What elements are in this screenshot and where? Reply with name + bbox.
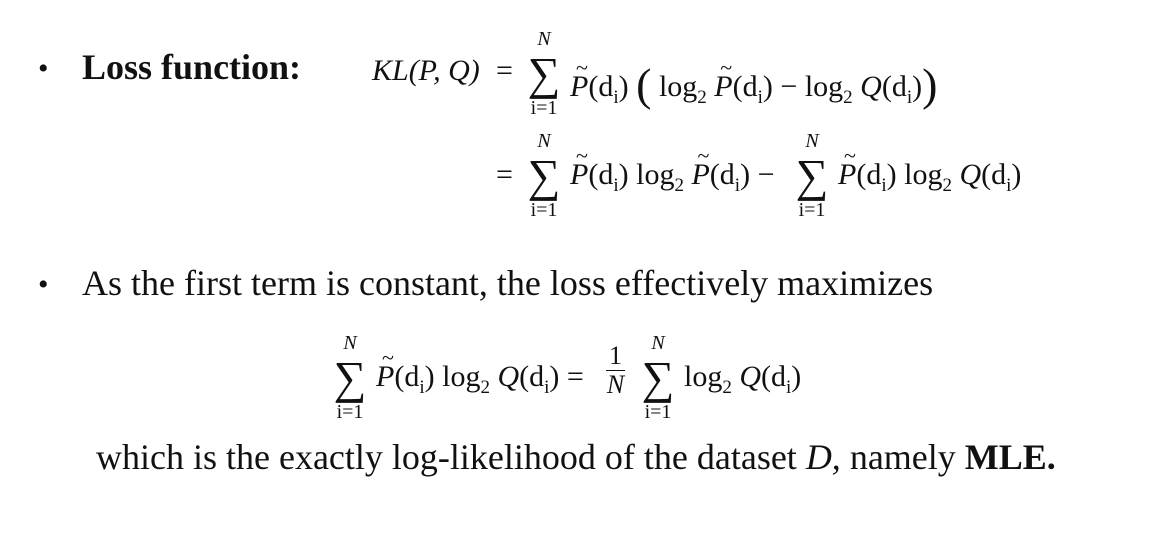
sum-4-upper: N [343,332,357,354]
sum-1-sigma: ∑ [527,48,561,99]
sum-5-lower: i=1 [644,401,672,423]
mle-sentence [96,436,1056,478]
bullet-1: • [38,52,49,85]
eq-sign-1: = [496,54,513,87]
eq3-rhs: $\log_2 Q(d_i)$ [684,360,802,398]
sum-2-upper: N [537,130,551,152]
sum-2 [522,130,566,222]
sum-5 [636,332,680,424]
sum-1-upper: N [537,28,551,50]
sum-5-upper: N [651,332,665,354]
sum-4-sigma: ∑ [333,352,367,403]
dataset-var: D, [805,437,841,477]
constant-term-text: As the first term is constant, the loss effectively maximizes [82,263,934,303]
eq3-lhs: ~ $P(d_i)$ $\log_2 Q(d_i)$ = [376,360,584,394]
mle-text-mid: namely [849,437,956,477]
sum-3 [790,130,834,222]
eq1-term: ~ $P(d_i)$ ( $\log_2$ ~ $P(d_i) - \log_2 Q(d_i)$) [570,54,937,107]
mle-bold: MLE. [964,437,1056,477]
sum-3-sigma: ∑ [795,150,829,201]
sum-4 [328,332,372,424]
eq2-term-a: ~ $P(d_i)$ $\log_2$ ~ $P(d_i)$ − [570,158,774,192]
sum-4-lower: i=1 [336,401,364,423]
sum-1 [522,28,566,120]
kl-lhs: KL(P, Q) [372,54,480,87]
sum-3-lower: i=1 [798,199,826,221]
sum-1-lower: i=1 [530,97,558,119]
eq-sign-2: = [496,158,513,191]
bullet-2: • [38,268,49,301]
one-over-n [606,342,625,399]
loss-function-label: Loss function: [82,47,302,87]
sum-3-upper: N [805,130,819,152]
eq2-term-b: ~ $P(d_i)$ $\log_2 Q(d_i)$ [838,158,1021,192]
sum-2-lower: i=1 [530,199,558,221]
sum-2-sigma: ∑ [527,150,561,201]
frac-numerator: 1 [606,342,625,371]
frac-denominator: N [606,370,625,399]
sum-5-sigma: ∑ [641,352,675,403]
mle-text-pre: which is the exactly log-likelihood of the dataset [96,437,797,477]
